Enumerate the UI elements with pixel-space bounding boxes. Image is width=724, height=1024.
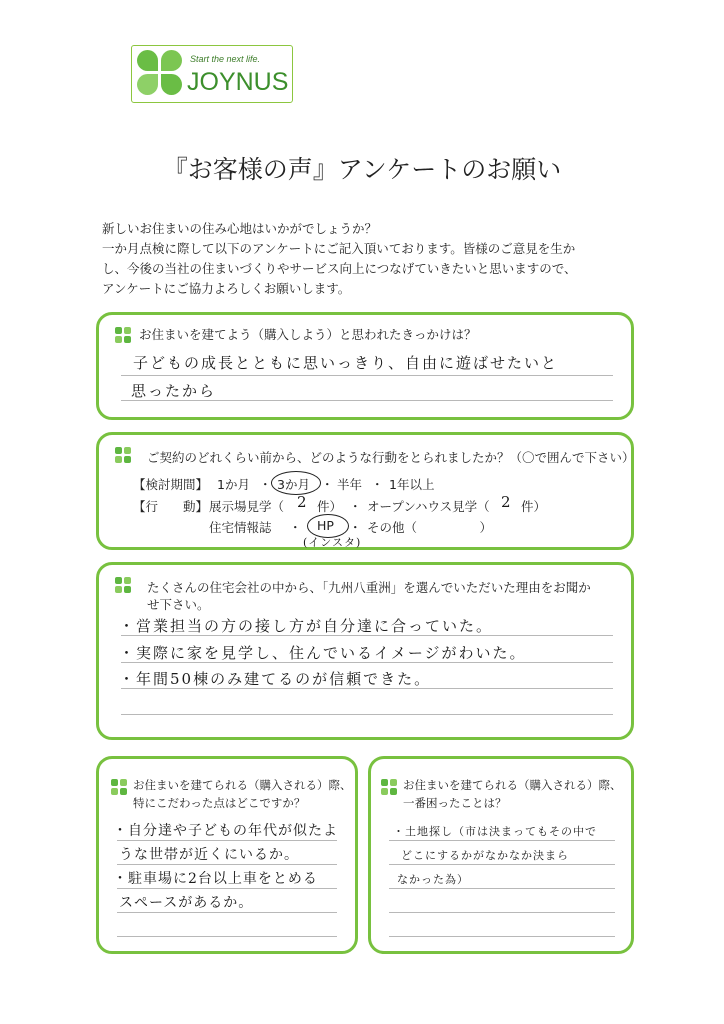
answer-3-line-1: ・営業担当の方の接し方が自分達に合っていた。: [119, 617, 494, 635]
question-5-box: [368, 756, 634, 954]
question-4-text-2: 特にこだわった点はどこですか？: [133, 796, 306, 810]
intro-text: 新しいお住まいの住み心地はいかがでしょうか？ 一か月点検に際して以下のアンケートにご記入頂いております。皆様のご意見を生か し、今後の当社の住まいづくりやサービス向上につなげていきたいと思いますので、 アンケートにご協力よろしくお願いします。: [102, 221, 577, 296]
answer-4-line-3: ・駐車場に2台以上車をとめる: [113, 871, 318, 887]
showroom-unit: 件）: [317, 499, 343, 514]
question-1-text: お住まいを建てよう（購入しよう）と思われたきっかけは？: [139, 327, 477, 342]
answer-5-line-1: ・土地探し（市は決まってもその中で: [393, 825, 597, 838]
action-label: 【行 動】: [133, 499, 209, 514]
page-title: 『お客様の声』アンケートのお願い: [162, 155, 562, 184]
question-2-text: ご契約のどれくらい前から、どのような行動をとられましたか？（〇で囲んで下さい）: [147, 450, 635, 465]
showroom-label: 展示場見学（: [209, 499, 285, 514]
answer-3-line-2: ・実際に家を見学し、住んでいるイメージがわいた。: [119, 644, 527, 662]
logo-tagline: Start the next life.: [190, 54, 261, 64]
period-option-1y-plus: 1年以上: [389, 477, 435, 492]
clover-bullet-icon: [115, 327, 132, 344]
clover-icon: [137, 50, 183, 96]
answer-5-line-2: どこにするかがなかなか決まら: [401, 849, 569, 862]
openhouse-count: 2: [501, 493, 513, 511]
joynus-logo: [131, 45, 293, 103]
clover-bullet-icon: [115, 447, 132, 464]
question-5-text-1: お住まいを建てられる（購入される）際、: [403, 778, 622, 792]
question-4-box: [96, 756, 358, 954]
period-option-half-year: 半年: [337, 477, 363, 492]
showroom-count: 2: [297, 493, 309, 511]
logo-name: JOYNUS: [187, 68, 289, 96]
question-3-text-1: たくさんの住宅会社の中から、「九州八重洲」を選んでいただいた理由をお聞か: [147, 580, 591, 595]
hp-note: (インスタ): [303, 536, 362, 549]
other-label: その他（ ）: [367, 520, 493, 535]
answer-4-line-4: スペースがあるか。: [119, 895, 254, 911]
question-4-text-1: お住まいを建てられる（購入される）際、: [133, 778, 352, 792]
hp-label: HP: [317, 518, 334, 533]
question-3-box: [96, 562, 634, 740]
question-1-box: [96, 312, 634, 420]
openhouse-unit: 件）: [521, 499, 547, 514]
answer-1-line-1: 子どもの成長とともに思いっきり、自由に遊ばせたいと: [133, 354, 559, 372]
period-option-3m: 3か月: [277, 477, 310, 492]
question-2-box: ご契約のどれくらい前から、どのような行動をとられましたか？（〇で囲んで下さい） 【検討期間】 1か月 ・ 3か月 ・ 半年 ・ 1年以上 【行 動】 展示場見学（ 2 件） ・ オープンハウス見学（ 2 件） 住宅情報誌 ・ HP (インスタ) ・ その他（ ）: [96, 432, 634, 550]
question-3-text-2: せ下さい。: [147, 597, 210, 612]
period-option-1m: 1か月: [217, 477, 250, 492]
answer-1-line-2: 思ったから: [131, 382, 217, 400]
openhouse-label: オープンハウス見学（: [367, 499, 490, 514]
clover-bullet-icon: [381, 779, 398, 796]
clover-bullet-icon: [115, 577, 132, 594]
clover-bullet-icon: [111, 779, 128, 796]
answer-4-line-1: ・自分達や子どもの年代が似たよ: [113, 823, 338, 839]
answer-4-line-2: うな世帯が近くにいるか。: [119, 847, 299, 863]
selected-circle: [271, 471, 321, 495]
answer-3-line-3: ・年間50棟のみ建てるのが信頼できた。: [119, 670, 432, 688]
question-5-text-2: 一番困ったことは？: [403, 796, 507, 810]
magazine-label: 住宅情報誌: [209, 520, 272, 535]
period-label: 【検討期間】: [133, 477, 209, 492]
answer-5-line-3: なかった為）: [397, 873, 469, 886]
